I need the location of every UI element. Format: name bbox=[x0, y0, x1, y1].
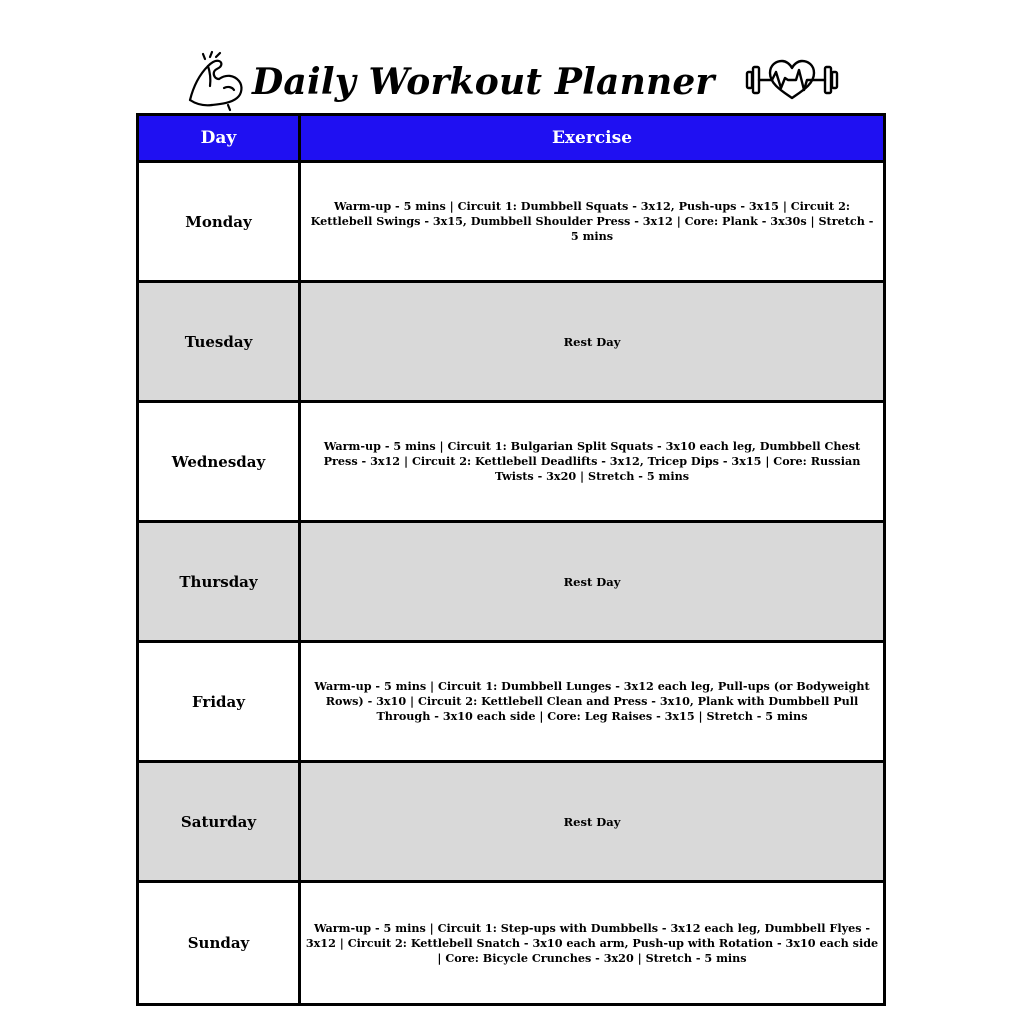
exercise-cell bbox=[301, 883, 883, 1003]
workout-table bbox=[136, 113, 886, 1006]
day-label: Tuesday bbox=[184, 332, 253, 351]
table-header-row bbox=[139, 116, 883, 163]
table-row-saturday bbox=[139, 763, 883, 883]
exercise-cell bbox=[301, 643, 883, 760]
day-cell bbox=[139, 643, 301, 760]
page-header bbox=[0, 44, 1024, 114]
day-cell bbox=[139, 883, 301, 1003]
rest-day-text: Rest Day bbox=[563, 814, 621, 829]
exercise-text: Warm-up - 5 mins | Circuit 1: Dumbbell Squats - 3x12, Push-ups - 3x15 | Circuit 2: Kettlebell Swings - 3x15, Dumbbell Shoulder Press - 3x12 | Core: Plank - 3x30s | Stretch - 5 mins bbox=[310, 199, 874, 243]
exercise-text: Warm-up - 5 mins | Circuit 1: Dumbbell Lunges - 3x12 each leg, Pull-ups (or Bodyweight Rows) - 3x10 | Circuit 2: Kettlebell Clean and Press - 3x10, Plank with Dumbbell Pull Through - 3x10 each side | Core: Leg Raises - 3x15 | Stretch - 5 mins bbox=[314, 679, 870, 723]
day-label: Thursday bbox=[179, 572, 258, 591]
exercise-cell bbox=[301, 403, 883, 520]
flexed-arm-icon bbox=[186, 48, 246, 112]
exercise-text: Warm-up - 5 mins | Circuit 1: Step-ups with Dumbbells - 3x12 each leg, Dumbbell Flyes - 3x12 | Circuit 2: Kettlebell Snatch - 3x10 each arm, Push-up with Rotation - 3x10 each side | Core: Bicycle Crunches - 3x20 | Stretch - 5 mins bbox=[305, 920, 879, 965]
exercise-cell bbox=[301, 523, 883, 640]
heartbeat-dumbbell-icon bbox=[744, 54, 840, 106]
day-label: Wednesday bbox=[171, 452, 266, 471]
table-row-sunday bbox=[139, 883, 883, 1003]
table-row-thursday bbox=[139, 523, 883, 643]
day-label: Friday bbox=[192, 692, 245, 711]
rest-day-text: Rest Day bbox=[563, 574, 621, 589]
column-header-day bbox=[139, 116, 301, 160]
exercise-cell bbox=[301, 763, 883, 880]
column-header-exercise-label: Exercise bbox=[551, 128, 633, 148]
day-cell bbox=[139, 283, 301, 400]
page-title: Daily Workout Planner bbox=[252, 61, 715, 103]
exercise-cell bbox=[301, 283, 883, 400]
table-row-tuesday bbox=[139, 283, 883, 403]
day-label: Monday bbox=[185, 212, 252, 231]
exercise-text: Warm-up - 5 mins | Circuit 1: Bulgarian Split Squats - 3x10 each leg, Dumbbell Chest Press - 3x12 | Circuit 2: Kettlebell Deadlifts - 3x12, Tricep Dips - 3x15 | Core: Russian Twists - 3x20 | Stretch - 5 mins bbox=[323, 439, 861, 483]
day-cell bbox=[139, 163, 301, 280]
table-row-friday bbox=[139, 643, 883, 763]
table-row-monday bbox=[139, 163, 883, 283]
rest-day-text: Rest Day bbox=[563, 334, 621, 349]
column-header-day-label: Day bbox=[200, 128, 237, 148]
column-header-exercise bbox=[301, 116, 883, 160]
day-cell bbox=[139, 523, 301, 640]
day-label: Sunday bbox=[187, 934, 250, 952]
day-cell bbox=[139, 403, 301, 520]
exercise-cell bbox=[301, 163, 883, 280]
day-label: Saturday bbox=[180, 812, 257, 831]
table-row-wednesday bbox=[139, 403, 883, 523]
day-cell bbox=[139, 763, 301, 880]
